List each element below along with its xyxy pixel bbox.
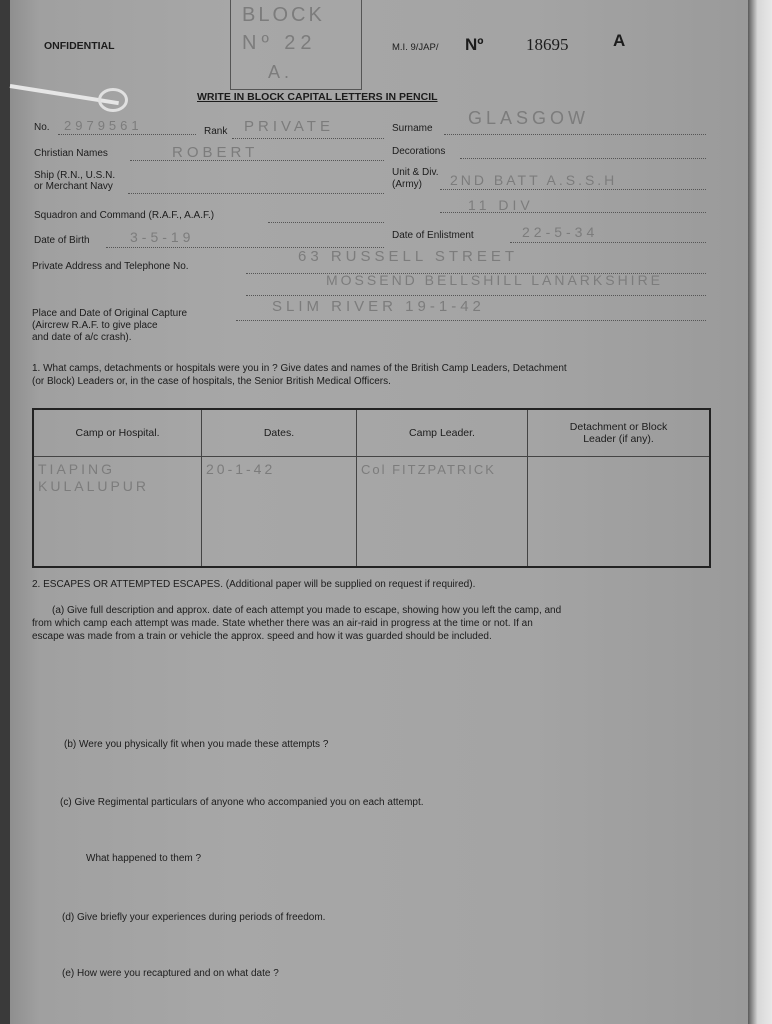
- underlying-page-edge: [748, 0, 772, 1024]
- dates-value: 20-1-42: [206, 461, 276, 477]
- surname-line: [444, 134, 706, 135]
- camps-table-header: [33, 409, 710, 457]
- camp-cell: [33, 457, 202, 568]
- instruction-heading: WRITE IN BLOCK CAPITAL LETTERS IN PENCIL: [197, 91, 438, 103]
- table-row: [33, 457, 710, 568]
- no-label: No.: [34, 122, 50, 133]
- unit-value-2: 11 DIV: [468, 197, 534, 213]
- detachment-cell: [528, 457, 711, 568]
- unit-label-1: Unit & Div.: [392, 167, 439, 178]
- no-line: [58, 134, 196, 135]
- question-2c: (c) Give Regimental particulars of anyone who accompanied you on each attempt.: [60, 797, 424, 808]
- question-2e: (e) How were you recaptured and on what date ?: [62, 968, 279, 979]
- christian-names-value: ROBERT: [172, 144, 259, 161]
- confidential-label: ONFIDENTIAL: [44, 40, 115, 52]
- capture-label-3: and date of a/c crash).: [32, 332, 132, 343]
- camp-value-1: TIAPING: [38, 461, 116, 477]
- address-value-1: 63 RUSSELL STREET: [298, 248, 518, 265]
- col-camp-leader: Camp Leader.: [357, 409, 528, 457]
- surname-label: Surname: [392, 123, 433, 134]
- form-number: 18695: [526, 35, 569, 54]
- camp-value-2: KULALUPUR: [38, 478, 150, 494]
- number-label: Nº: [465, 35, 484, 54]
- leader-value: Col FITZPATRICK: [361, 462, 496, 477]
- squadron-label: Squadron and Command (R.A.F., A.A.F.): [34, 210, 215, 221]
- form-suffix: A: [613, 31, 626, 50]
- dob-value: 3-5-19: [130, 229, 195, 245]
- question-1-line-2: (or Block) Leaders or, in the case of hospitals, the Senior British Medical Officers.: [32, 376, 391, 387]
- question-2a-line-1: (a) Give full description and approx. date of each attempt you made to escape, showing how you left the camp, and: [52, 605, 562, 616]
- rank-line: [232, 138, 384, 139]
- rank-value: PRIVATE: [244, 118, 334, 135]
- capture-label-2: (Aircrew R.A.F. to give place: [32, 320, 158, 331]
- capture-label-1: Place and Date of Original Capture: [32, 308, 188, 319]
- enlistment-label: Date of Enlistment: [392, 230, 474, 241]
- form-reference: M.I. 9/JAP/: [392, 42, 439, 53]
- leader-cell: [357, 457, 528, 568]
- rank-label: Rank: [204, 126, 228, 137]
- surname-value: GLASGOW: [468, 108, 590, 128]
- question-2a-line-3: escape was made from a train or vehicle the approx. speed and how it was guarded should be included.: [32, 631, 492, 642]
- col-detachment-leader: Detachment or Block Leader (if any).: [528, 409, 711, 457]
- capture-value: SLIM RIVER 19-1-42: [272, 298, 485, 315]
- block-stamp-line1: BLOCK: [242, 4, 325, 26]
- dob-label: Date of Birth: [34, 235, 90, 246]
- ship-line: [128, 193, 384, 194]
- col-camp-or-hospital: Camp or Hospital.: [33, 409, 202, 457]
- ship-label-1: Ship (R.N., U.S.N.: [34, 170, 116, 181]
- camps-table: [32, 408, 711, 568]
- question-2-heading: 2. ESCAPES OR ATTEMPTED ESCAPES. (Additional paper will be supplied on request if required).: [32, 579, 476, 590]
- dates-cell: [202, 457, 357, 568]
- question-2a-line-2: from which camp each attempt was made. State whether there was an air-raid in progress at the time or not. If an: [32, 618, 533, 629]
- decorations-line: [460, 158, 706, 159]
- question-2d: (d) Give briefly your experiences during periods of freedom.: [62, 912, 326, 923]
- document-page: [10, 0, 750, 1024]
- address-label: Private Address and Telephone No.: [32, 261, 189, 272]
- question-2c-sub: What happened to them ?: [86, 853, 202, 864]
- enlistment-line: [510, 242, 706, 243]
- unit-value-1: 2ND BATT A.S.S.H: [450, 172, 618, 188]
- ship-label-2: or Merchant Navy: [34, 181, 113, 192]
- question-1-line-1: 1. What camps, detachments or hospitals were you in ? Give dates and names of the British Camp Leaders, Detachment: [32, 363, 567, 374]
- unit-line-1: [440, 189, 706, 190]
- question-2b: (b) Were you physically fit when you made these attempts ?: [64, 739, 329, 750]
- block-stamp-line3: A.: [268, 62, 294, 82]
- no-value: 2979561: [64, 118, 143, 133]
- squadron-line: [268, 222, 384, 223]
- enlistment-value: 22-5-34: [522, 224, 599, 240]
- string-knot: [98, 88, 128, 112]
- address-line-2: [246, 295, 706, 296]
- block-stamp-line2: Nº 22: [242, 32, 317, 54]
- unit-label-2: (Army): [392, 179, 422, 190]
- address-value-2: MOSSEND BELLSHILL LANARKSHIRE: [326, 272, 664, 288]
- christian-names-label: Christian Names: [34, 148, 108, 159]
- col-dates: Dates.: [202, 409, 357, 457]
- decorations-label: Decorations: [392, 146, 446, 157]
- capture-line: [236, 320, 706, 321]
